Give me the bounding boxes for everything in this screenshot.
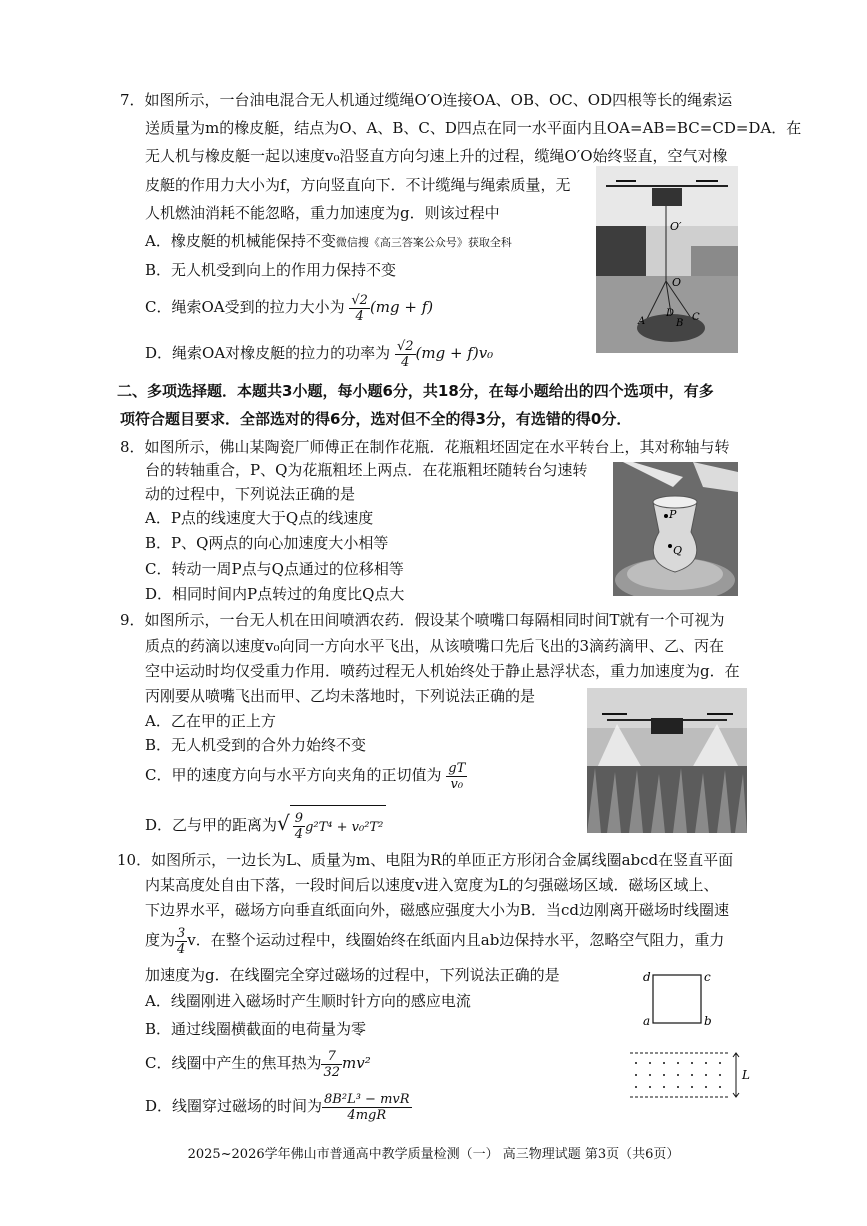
q7-d-post: (mg + f)v₀ bbox=[415, 344, 494, 362]
watermark-text: 微信搜《高三答案公众号》获取全科 bbox=[335, 236, 512, 249]
q9-line1: 9．如图所示，一台无人机在田间喷洒农药．假设某个喷嘴口每隔相同时间T就有一个可视为 bbox=[120, 611, 725, 629]
q10-l4-post: v．在整个运动过程中，线圈始终在纸面内且ab边保持水平，忽略空气阻力，重力 bbox=[187, 931, 725, 949]
q8-option-b: B．P、Q两点的向心加速度大小相等 bbox=[145, 534, 389, 552]
q9-line4: 丙刚要从喷嘴飞出而甲、乙均未落地时，下列说法正确的是 bbox=[145, 687, 536, 705]
q10-l4-fraction bbox=[175, 926, 187, 957]
q7-option-c bbox=[145, 290, 433, 324]
drone-boat-illustration bbox=[596, 166, 738, 353]
coil-label-d: d bbox=[643, 970, 651, 984]
q8-line3: 动的过程中，下列说法正确的是 bbox=[145, 485, 356, 503]
fig7-label-c: C bbox=[692, 312, 700, 323]
q9-c-pre: C．甲的速度方向与水平方向夹角的正切值为 bbox=[145, 766, 442, 784]
q10-c-fraction bbox=[321, 1049, 342, 1080]
q9-line3: 空中运动时均仅受重力作用．喷药过程无人机始终处于静止悬浮状态，重力加速度为g．在 bbox=[145, 662, 740, 680]
q10-option-d bbox=[145, 1087, 412, 1125]
q7-d-fraction bbox=[395, 339, 416, 370]
q10-option-a: A．线圈刚进入磁场时产生顺时针方向的感应电流 bbox=[145, 992, 471, 1010]
q7-line1: 7．如图所示，一台油电混合无人机通过缆绳O′O连接OA、OB、OC、OD四根等长的绳索运 bbox=[120, 91, 733, 109]
q10-d-num: 8B²L³ − mvR bbox=[324, 1091, 410, 1107]
q7-d-den: 4 bbox=[401, 354, 410, 370]
q7-option-a bbox=[145, 231, 512, 253]
drone-boat-photo bbox=[596, 166, 738, 353]
q9-option-b: B．无人机受到的合外力始终不变 bbox=[145, 736, 367, 754]
q7-c-pre: C．绳索OA受到的拉力大小为 bbox=[145, 298, 345, 316]
q9-d-num: 9 bbox=[294, 811, 304, 826]
q10-d-pre: D．线圈穿过磁场的时间为 bbox=[145, 1097, 323, 1115]
q8-line1: 8．如图所示，佛山某陶瓷厂师傅正在制作花瓶．花瓶粗坯固定在水平转台上，其对称轴与转 bbox=[120, 438, 730, 456]
q9-option-c bbox=[145, 756, 467, 794]
q9-option-a: A．乙在甲的正上方 bbox=[145, 712, 276, 730]
q7-d-pre: D．绳索OA对橡皮艇的拉力的功率为 bbox=[145, 344, 391, 362]
q7-c-fraction bbox=[349, 293, 370, 324]
q7-line4: 皮艇的作用力大小为f，方向竖直向下．不计缆绳与绳索质量，无 bbox=[145, 176, 571, 194]
fig7-label-a: A bbox=[638, 316, 646, 327]
sqrt-sign: √ bbox=[277, 811, 290, 835]
q7-option-b: B．无人机受到向上的作用力保持不变 bbox=[145, 261, 397, 279]
q9-c-den: v₀ bbox=[450, 776, 464, 792]
q7-line5: 人机燃油消耗不能忽略，重力加速度为g．则该过程中 bbox=[145, 204, 500, 222]
coil-label-c: c bbox=[704, 970, 711, 984]
pottery-photo bbox=[613, 462, 738, 596]
section2-line1: 二、多项选择题．本题共3小题，每小题6分，共18分，在每小题给出的四个选项中，有多 bbox=[117, 382, 714, 400]
q7-option-a-text: A．橡皮艇的机械能保持不变 bbox=[145, 232, 336, 250]
q10-c-num: 7 bbox=[321, 1049, 342, 1065]
q9-d-fraction bbox=[293, 811, 305, 842]
q9-c-fraction bbox=[446, 761, 467, 792]
spray-drone-photo bbox=[587, 688, 747, 833]
q10-l4-num: 3 bbox=[177, 925, 186, 941]
coil-field-diagram bbox=[630, 965, 760, 1105]
q10-option-c bbox=[145, 1045, 371, 1081]
q9-option-d bbox=[145, 803, 386, 848]
q9-line2: 质点的药滴以速度v₀向同一方向水平飞出，从该喷嘴口先后飞出的3滴药滴甲、乙、丙在 bbox=[145, 637, 725, 655]
field-dots bbox=[635, 1062, 721, 1088]
q10-d-fraction bbox=[322, 1092, 412, 1123]
width-label-l: L bbox=[742, 1068, 750, 1082]
coil-label-b: b bbox=[704, 1014, 712, 1028]
q7-c-post: (mg + f) bbox=[369, 298, 434, 316]
q10-line5: 加速度为g．在线圈完全穿过磁场的过程中，下列说法正确的是 bbox=[145, 966, 560, 984]
q9-d-den: 4 bbox=[294, 827, 304, 842]
section2-line2: 项符合题目要求．全部选对的得6分，选对但不全的得3分，有选错的得0分． bbox=[120, 410, 632, 428]
q8-option-d: D．相同时间内P点转过的角度比Q点大 bbox=[145, 585, 405, 603]
q8-option-a: A．P点的线速度大于Q点的线速度 bbox=[145, 509, 374, 527]
q8-option-c: C．转动一周P点与Q点通过的位移相等 bbox=[145, 560, 404, 578]
q7-d-num: √2 bbox=[396, 338, 414, 354]
q10-line4 bbox=[145, 922, 724, 958]
q9-d-rest: g²T⁴ + v₀²T² bbox=[305, 819, 384, 835]
page-footer: 2025~2026学年佛山市普通高中教学质量检测（一） 高三物理试题 第3页（共6页） bbox=[187, 1147, 680, 1162]
q8-line2: 台的转轴重合，P、Q为花瓶粗坯上两点．在花瓶粗坯随转台匀速转 bbox=[145, 461, 588, 479]
fig7-label-o: O bbox=[672, 276, 682, 289]
fig7-label-o1: O′ bbox=[670, 220, 682, 233]
pottery-illustration bbox=[613, 462, 738, 596]
q10-line1: 10．如图所示，一边长为L、质量为m、电阻为R的单匝正方形闭合金属线圈abcd在竖直平面 bbox=[117, 851, 734, 869]
q10-line2: 内某高度处自由下落，一段时间后以速度v进入宽度为L的匀强磁场区域．磁场区域上、 bbox=[145, 876, 719, 894]
q10-l4-pre: 度为 bbox=[145, 931, 176, 949]
fig8-label-q: Q bbox=[673, 544, 683, 557]
q10-c-den: 32 bbox=[323, 1064, 341, 1080]
q9-c-num: gT bbox=[448, 760, 466, 776]
spray-drone-illustration bbox=[587, 688, 747, 833]
q9-d-radicand bbox=[290, 805, 387, 848]
q10-c-post: mv² bbox=[342, 1054, 371, 1072]
q10-l4-den: 4 bbox=[177, 941, 186, 957]
q9-d-pre: D．乙与甲的距离为 bbox=[145, 816, 278, 834]
q7-option-d bbox=[145, 336, 493, 370]
q10-c-pre: C．线圈中产生的焦耳热为 bbox=[145, 1054, 322, 1072]
q10-option-b: B．通过线圈横截面的电荷量为零 bbox=[145, 1020, 367, 1038]
fig7-label-b: B bbox=[676, 318, 684, 329]
q10-d-den: 4mgR bbox=[347, 1107, 387, 1123]
coil-label-a: a bbox=[643, 1014, 651, 1028]
coil-square bbox=[653, 975, 701, 1023]
q10-line3: 下边界水平，磁场方向垂直纸面向外，磁感应强度大小为B．当cd边刚离开磁场时线圈速 bbox=[145, 901, 730, 919]
q7-c-num: √2 bbox=[351, 292, 368, 308]
q7-line3: 无人机与橡皮艇一起以速度v₀沿竖直方向匀速上升的过程，缆绳O′O始终竖直，空气对橡 bbox=[145, 147, 728, 165]
q7-c-den: 4 bbox=[355, 308, 364, 324]
q7-line2: 送质量为m的橡皮艇，结点为O、A、B、C、D四点在同一水平面内且OA=AB=BC=CD=DA．在 bbox=[145, 119, 802, 137]
fig7-label-d: D bbox=[666, 308, 675, 319]
fig8-label-p: P bbox=[669, 508, 677, 521]
